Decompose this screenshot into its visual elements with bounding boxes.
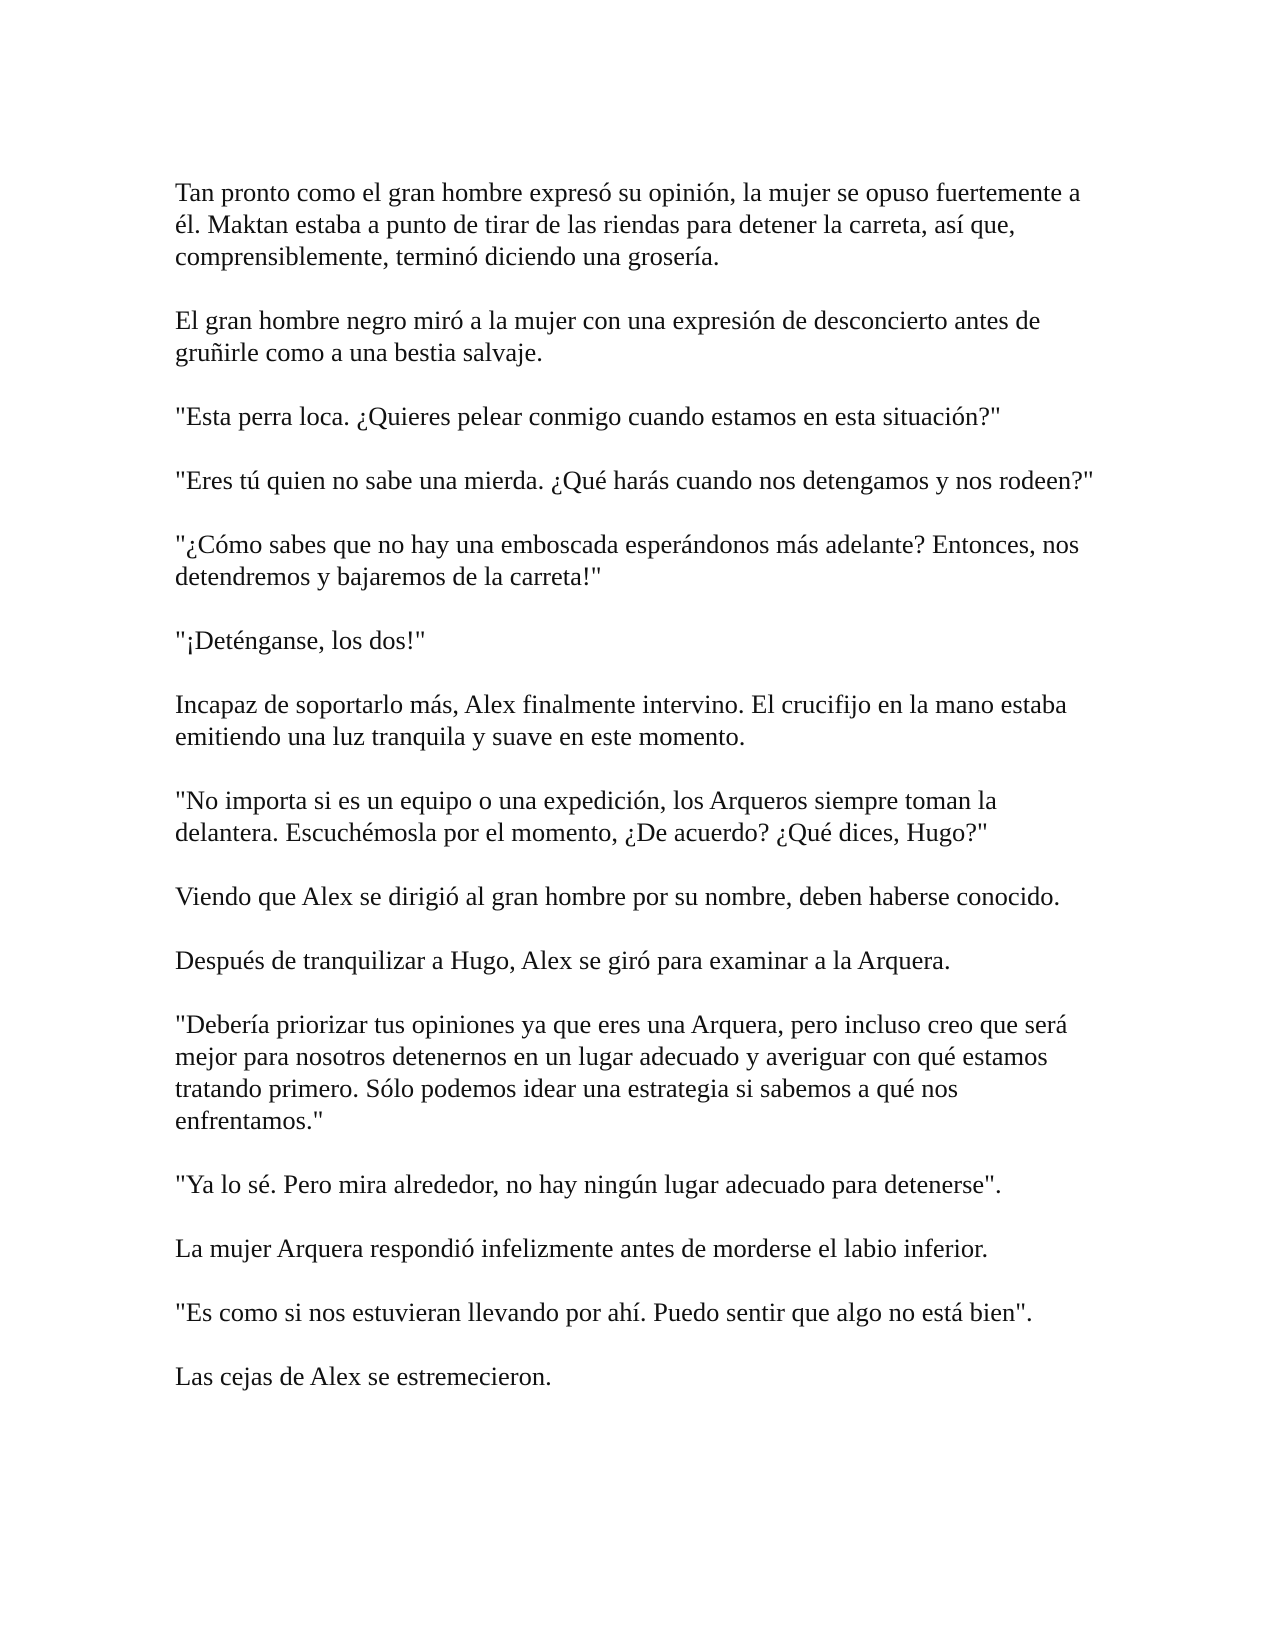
- paragraph: Tan pronto como el gran hombre expresó su opinión, la mujer se opuso fuertemente a él. Maktan estaba a punto de tirar de las riendas para detener la carreta, así que, comprensiblemente, terminó diciendo una grosería.: [175, 177, 1081, 271]
- paragraph: "Debería priorizar tus opiniones ya que eres una Arquera, pero incluso creo que será mejor para nosotros detenernos en un lugar adecuado y averiguar con qué estamos tratando primero. Sólo podemos idear una estrategia si sabemos a qué nos enfrentamos.": [175, 1009, 1068, 1135]
- paragraph: "Ya lo sé. Pero mira alrededor, no hay ningún lugar adecuado para detenerse".: [175, 1169, 1002, 1199]
- paragraph: Incapaz de soportarlo más, Alex finalmente intervino. El crucifijo en la mano estaba emitiendo una luz tranquila y suave en este momento.: [175, 689, 1067, 751]
- paragraph: "Esta perra loca. ¿Quieres pelear conmigo cuando estamos en esta situación?": [175, 401, 1001, 431]
- paragraph: El gran hombre negro miró a la mujer con una expresión de desconcierto antes de gruñirle como a una bestia salvaje.: [175, 305, 1041, 367]
- paragraph: La mujer Arquera respondió infelizmente antes de morderse el labio inferior.: [175, 1233, 989, 1263]
- paragraph: "Es como si nos estuvieran llevando por ahí. Puedo sentir que algo no está bien".: [175, 1297, 1033, 1327]
- paragraph: "¡Deténganse, los dos!": [175, 625, 426, 655]
- paragraph: "No importa si es un equipo o una expedición, los Arqueros siempre toman la delantera. Escuchémosla por el momento, ¿De acuerdo? ¿Qué dices, Hugo?": [175, 785, 997, 847]
- paragraph: Viendo que Alex se dirigió al gran hombre por su nombre, deben haberse conocido.: [175, 881, 1061, 911]
- paragraph: "¿Cómo sabes que no hay una emboscada esperándonos más adelante? Entonces, nos detendremos y bajaremos de la carreta!": [175, 529, 1080, 591]
- paragraph: Las cejas de Alex se estremecieron.: [175, 1361, 552, 1391]
- paragraph: Después de tranquilizar a Hugo, Alex se giró para examinar a la Arquera.: [175, 945, 951, 975]
- document-body: [175, 176, 1100, 1424]
- paragraph: "Eres tú quien no sabe una mierda. ¿Qué harás cuando nos detengamos y nos rodeen?": [175, 465, 1094, 495]
